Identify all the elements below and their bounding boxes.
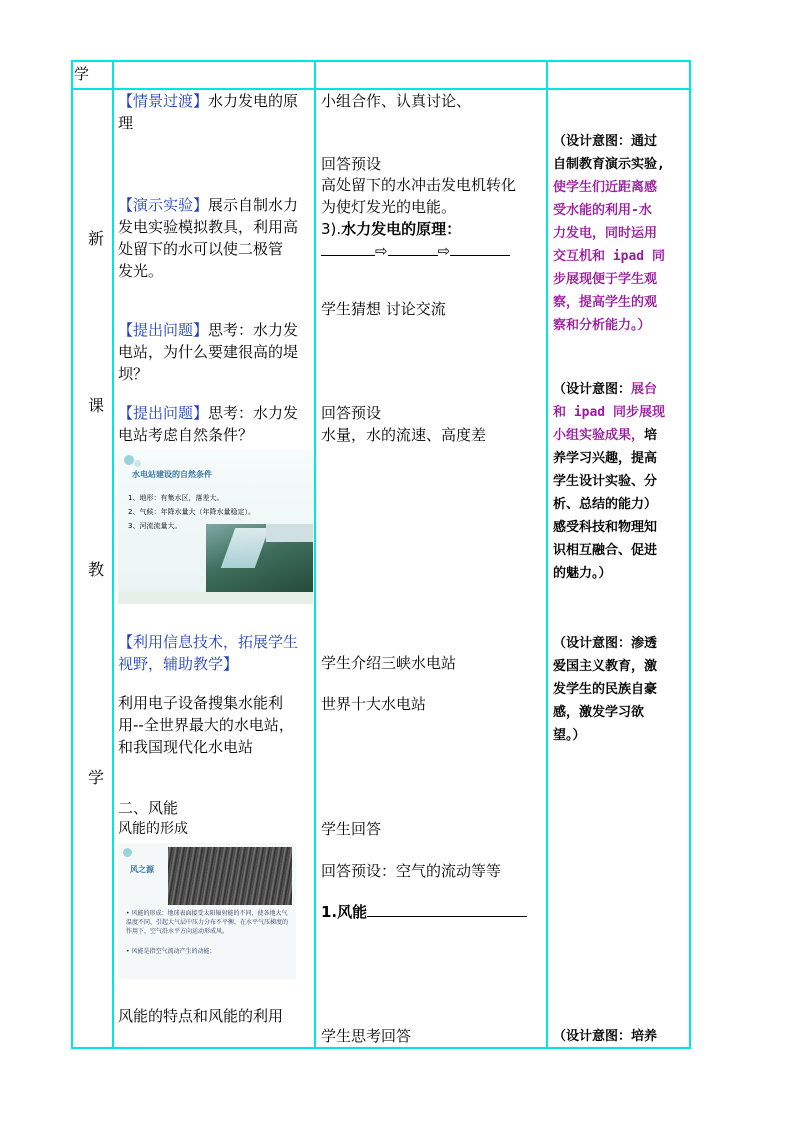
wind-grass-photo bbox=[168, 847, 292, 905]
design-text: 展台 bbox=[631, 382, 658, 397]
step-text: 水力发电的原 bbox=[208, 92, 299, 110]
section-label-char: 教 bbox=[88, 560, 105, 579]
slide-item: • 风能是指空气流动产生的动能； bbox=[126, 948, 216, 955]
design-intent-4: （设计意图：培养 bbox=[553, 1029, 658, 1044]
fill-blank bbox=[450, 241, 510, 256]
design-line: 察和分析能力。） bbox=[553, 318, 651, 333]
design-line bbox=[553, 424, 657, 447]
slide-decoration bbox=[134, 460, 141, 467]
slide-hydropower-conditions bbox=[118, 450, 313, 604]
step-text: 电站考虑自然条件？ bbox=[118, 426, 254, 444]
step-text: 思考：水力发 bbox=[208, 321, 299, 339]
table-column-divider bbox=[546, 60, 548, 1049]
section-label-char: 课 bbox=[88, 396, 105, 415]
table-column-divider bbox=[314, 60, 316, 1049]
step-text: 发电实验模拟教具，利用高 bbox=[118, 218, 299, 236]
slide-title: 风之源 bbox=[130, 865, 154, 874]
step-text: 发光。 bbox=[118, 262, 164, 280]
design-line: 步展现便于学生观 bbox=[553, 272, 658, 287]
slide-wind-source bbox=[118, 843, 296, 979]
section-heading: 二、风能 bbox=[118, 799, 179, 817]
principle-number: 3). bbox=[321, 220, 342, 238]
step-text: 电站，为什么要建很高的堤 bbox=[118, 343, 299, 361]
design-line: 受水能的利用-水 bbox=[553, 203, 652, 218]
dam-photo bbox=[206, 524, 313, 592]
student-activity: 回答预设：空气的流动等等 bbox=[321, 862, 502, 880]
student-activity: 高处留下的水冲击发电机转化 bbox=[321, 176, 517, 194]
design-text: 培 bbox=[644, 428, 658, 443]
fill-blank bbox=[388, 241, 438, 256]
arrow-icon: ⇨ bbox=[437, 242, 451, 260]
design-line: 的魅力。） bbox=[553, 566, 612, 581]
design-line: （设计意图：渗透 bbox=[553, 636, 658, 651]
step-text: 风能的形成 bbox=[118, 821, 188, 837]
step-text: 展示自制水力 bbox=[208, 196, 299, 214]
step-text: 坝？ bbox=[118, 365, 149, 383]
slide-item: 3、河流流量大。 bbox=[128, 522, 182, 530]
slide-item: • 风能的形成：地球表面接受太阳辐射能的不同，使各地大气温度不同，引起大气层中压力分布不平衡，在水平气压梯度的作用下，空气沿水平方向运动形成风。 bbox=[126, 910, 289, 935]
step-tag: 【提出问题】 bbox=[118, 404, 209, 422]
row-label: 学 bbox=[74, 65, 90, 83]
step-tag: 【利用信息技术，拓展学生 bbox=[118, 633, 299, 651]
section-label-char: 新 bbox=[88, 229, 105, 248]
design-line: 察，提高学生的观 bbox=[553, 295, 658, 310]
step-text: 思考：水力发 bbox=[208, 404, 299, 422]
principle-title: 水力发电的原理： bbox=[341, 220, 462, 238]
design-label: （设计意图： bbox=[553, 382, 632, 397]
water-spray bbox=[221, 528, 270, 568]
table-border-top bbox=[71, 60, 691, 62]
principle-heading bbox=[321, 218, 461, 240]
student-activity: 学生猜想 讨论交流 bbox=[321, 300, 446, 318]
design-line: 识相互融合、促进 bbox=[553, 543, 658, 558]
step-text: 用--全世界最大的水电站， bbox=[118, 716, 294, 734]
design-line: 自制教育演示实验, bbox=[553, 157, 665, 172]
design-text: 小组实验成果， bbox=[553, 428, 645, 443]
table-border-left bbox=[71, 60, 73, 1049]
teaching-step bbox=[118, 90, 298, 112]
step-text: 风能的特点和风能的利用 bbox=[118, 1007, 284, 1025]
blank-label: 1.风能 bbox=[321, 903, 368, 921]
design-line: 交互机和 ipad 同 bbox=[553, 249, 665, 264]
fill-blank bbox=[321, 241, 375, 256]
principle-blanks bbox=[321, 240, 510, 262]
design-line: 力发电，同时运用 bbox=[553, 226, 658, 241]
design-line: 爱国主义教育，激 bbox=[553, 659, 658, 674]
design-line: 使学生们近距离感 bbox=[553, 180, 658, 195]
design-line: 感受科技和物理知 bbox=[553, 520, 658, 535]
slide-decoration bbox=[124, 455, 134, 465]
step-text: 和我国现代化水电站 bbox=[118, 738, 254, 756]
design-line: （设计意图：通过 bbox=[553, 134, 658, 149]
design-line: 发学生的民族自豪 bbox=[553, 682, 658, 697]
design-line: 和 ipad 同步展现 bbox=[553, 405, 665, 420]
design-line: 望。） bbox=[553, 728, 586, 743]
fill-blank bbox=[367, 902, 527, 917]
slide-decoration bbox=[123, 848, 132, 857]
slide-item: 2、气候：年降水量大（年降水量稳定）。 bbox=[128, 508, 255, 516]
step-tag: 视野，辅助教学】 bbox=[118, 655, 239, 673]
step-tag: 【情景过渡】 bbox=[118, 92, 209, 110]
slide-title: 水电站建设的自然条件 bbox=[132, 470, 212, 479]
step-tag: 【提出问题】 bbox=[118, 321, 209, 339]
teaching-step bbox=[118, 319, 298, 341]
student-activity: 小组合作、认真讨论、 bbox=[321, 92, 472, 110]
step-tag: 【演示实验】 bbox=[118, 196, 209, 214]
student-activity: 学生思考回答 bbox=[321, 1027, 412, 1045]
student-activity: 世界十大水电站 bbox=[321, 695, 427, 713]
student-activity: 水量，水的流速、高度差 bbox=[321, 426, 487, 444]
teaching-step bbox=[118, 194, 298, 216]
student-activity: 为使灯发光的电能。 bbox=[321, 198, 457, 216]
dam-wall bbox=[266, 524, 313, 542]
student-activity: 回答预设 bbox=[321, 155, 382, 173]
design-line: 感，激发学习欲 bbox=[553, 705, 645, 720]
wind-energy-blank bbox=[321, 901, 527, 923]
design-line: 学生设计实验、分 bbox=[553, 474, 658, 489]
design-line bbox=[553, 378, 657, 401]
slide-foot-bar bbox=[118, 592, 313, 604]
section-label-char: 学 bbox=[88, 768, 105, 787]
teaching-step bbox=[118, 402, 298, 424]
student-activity: 回答预设 bbox=[321, 404, 382, 422]
design-line: 析、总结的能力） bbox=[553, 497, 658, 512]
student-activity: 学生介绍三峡水电站 bbox=[321, 654, 457, 672]
student-activity: 学生回答 bbox=[321, 820, 382, 838]
step-text: 利用电子设备搜集水能利 bbox=[118, 694, 284, 712]
table-border-right bbox=[689, 60, 691, 1049]
design-line: 养学习兴趣，提高 bbox=[553, 451, 658, 466]
arrow-icon: ⇨ bbox=[375, 242, 388, 260]
slide-item: 1、地形：有集水区，落差大。 bbox=[128, 494, 224, 502]
step-text: 处留下的水可以使二极管 bbox=[118, 240, 284, 258]
step-text: 理 bbox=[118, 114, 134, 132]
table-column-divider bbox=[112, 60, 114, 1049]
